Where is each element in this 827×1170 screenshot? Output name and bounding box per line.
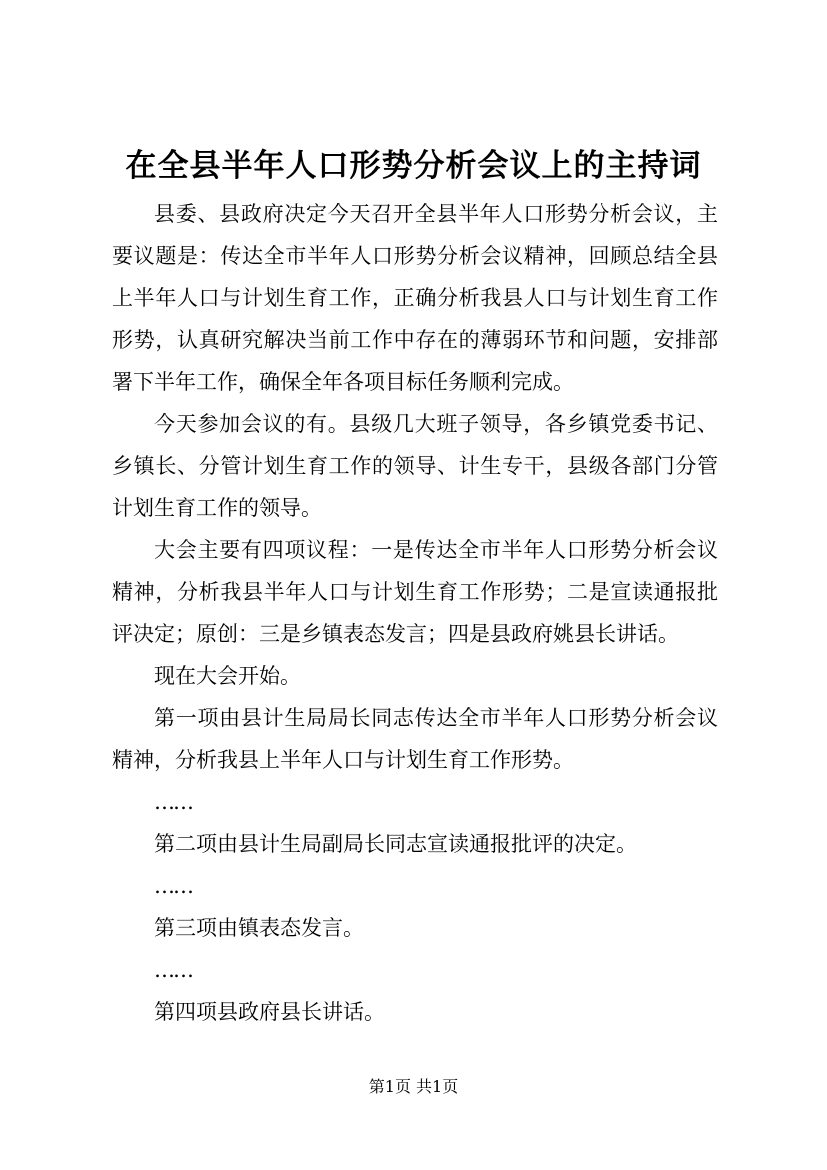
ellipsis-one: ……: [154, 790, 192, 814]
document-body: [112, 193, 718, 1033]
page-footer: [0, 1075, 827, 1099]
document-title: 在全县半年人口形势分析会议上的主持词: [125, 148, 702, 184]
page-number-label: 第1页 共1页: [368, 1077, 459, 1096]
paragraph-item-one: 第一项由县计生局局长同志传达全市半年人口形势分析会议精神，分析我县上半年人口与计划生育工作形势。: [112, 706, 718, 772]
paragraph-agenda-intro: 县委、县政府决定今天召开全县半年人口形势分析会议，主要议题是：传达全市半年人口形势分析会议精神，回顾总结全县上半年人口与计划生育工作，正确分析我县人口与计划生育工作形势，认真研究解决当前工作中存在的薄弱环节和问题，安排部署下半年工作，确保全年各项目标任务顺利完成。: [112, 202, 718, 394]
ellipsis-two: ……: [154, 874, 192, 898]
ellipsis-three: ……: [154, 958, 192, 982]
paragraph-meeting-start: 现在大会开始。: [154, 664, 301, 688]
paragraph-item-two: 第二项由县计生局副局长同志宣读通报批评的决定。: [154, 832, 637, 856]
paragraph-agenda-items: 大会主要有四项议程：一是传达全市半年人口形势分析会议精神，分析我县半年人口与计划生育工作形势；二是宣读通报批评决定；原创：三是乡镇表态发言；四是县政府姚县长讲话。: [112, 538, 718, 646]
paragraph-item-four: 第四项县政府县长讲话。: [154, 1000, 385, 1024]
paragraph-attendees: 今天参加会议的有。县级几大班子领导，各乡镇党委书记、乡镇长、分管计划生育工作的领导、计生专干，县级各部门分管计划生育工作的领导。: [112, 412, 718, 520]
paragraph-item-three: 第三项由镇表态发言。: [154, 916, 364, 940]
